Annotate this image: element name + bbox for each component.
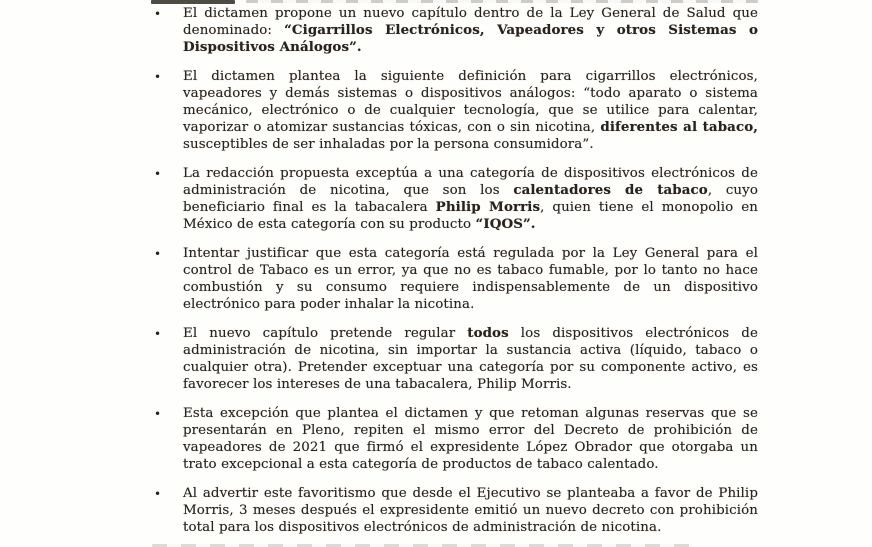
bold-text-segment: calentadores de tabaco (513, 182, 708, 198)
text-segment: El dictamen propone un nuevo capítulo dentro de la Ley General de Salud que denominado: (183, 6, 758, 38)
bullet-item (154, 5, 758, 56)
bullet-icon: • (154, 487, 162, 501)
bold-text-segment: “IQOS”. (475, 216, 536, 232)
text-segment: El nuevo capítulo pretende regular (183, 326, 468, 341)
bullet-icon: • (154, 327, 162, 341)
bullet-item (154, 68, 758, 153)
text-segment: El dictamen plantea la siguiente definición para cigarrillos electrónicos, vapeadores y demás sistemas o dispositivos análogos: “todo aparato o sistema mecánico, electrónico o de cualquier tecnología, que se utilice para calentar, vaporizar o atomizar sustancias tóxicas, con o sin nicotina, (183, 69, 758, 135)
bullet-text (183, 68, 758, 153)
text-segment: Al advertir este favoritismo que desde el Ejecutivo se planteaba a favor de Philip Morris, 3 meses después el expresidente emitió un nuevo decreto con prohibición total para los dispositivos electrónicos de administración de nicotina. (183, 486, 758, 535)
text-segment: susceptibles de ser inhaladas por la persona consumidora”. (183, 137, 594, 152)
bold-text-segment: todos (467, 325, 509, 341)
bullet-item (154, 325, 758, 393)
text-segment: los dispositivos electrónicos de administración de nicotina, sin importar la sustancia activa (líquido, tabaco o cualquier otra). Pretender exceptuar una categoría por su componente activo, es favorecer los intereses de una tabacalera, Philip Morris. (183, 326, 759, 392)
bold-text-segment: Philip Morris (435, 199, 541, 215)
text-segment: Esta excepción que plantea el dictamen y que retoman algunas reservas que se presentarán en Pleno, repiten el mismo error del Decreto de prohibición de vapeadores de 2021 que firmó el expresidente López Obrador que otorgaba un trato excepcional a esta categoría de productos de tabaco calentado. (183, 406, 758, 472)
bullet-text (183, 5, 758, 56)
cropped-text-remnant-top-dark (151, 0, 235, 4)
bullet-icon: • (154, 247, 162, 261)
bullet-item (154, 165, 758, 233)
cropped-text-remnant-top-faint (246, 0, 758, 3)
bold-text-segment: “Cigarrillos Electrónicos, Vapeadores y otros Sistemas o Dispositivos Análogos”. (183, 22, 758, 55)
bullet-icon: • (154, 7, 162, 21)
text-segment: , quien tiene el monopolio en México de esta categoría con su producto (183, 200, 758, 232)
text-segment: , cuyo beneficiario final es la tabacalera (183, 183, 758, 215)
bullet-text (183, 245, 758, 313)
bullet-text (183, 485, 758, 536)
bullet-text (183, 325, 758, 393)
text-segment: La redacción propuesta exceptúa a una categoría de dispositivos electrónicos de administración de nicotina, que son los (183, 166, 758, 198)
bullet-item (154, 245, 758, 313)
bullet-icon: • (154, 407, 162, 421)
bullet-list (154, 5, 758, 536)
bullet-item (154, 405, 758, 473)
bullet-icon: • (154, 70, 162, 84)
bullet-text (183, 165, 758, 233)
bullet-text (183, 405, 758, 473)
bold-text-segment: diferentes al tabaco, (600, 119, 758, 135)
bullet-icon: • (154, 167, 162, 181)
text-segment: Intentar justificar que esta categoría está regulada por la Ley General para el control de Tabaco es un error, ya que no es tabaco fumable, por lo tanto no hace combustión y su consumo requiere indispensablemente de un dispositivo electrónico para poder inhalar la nicotina. (183, 246, 758, 312)
bullet-item (154, 485, 758, 536)
